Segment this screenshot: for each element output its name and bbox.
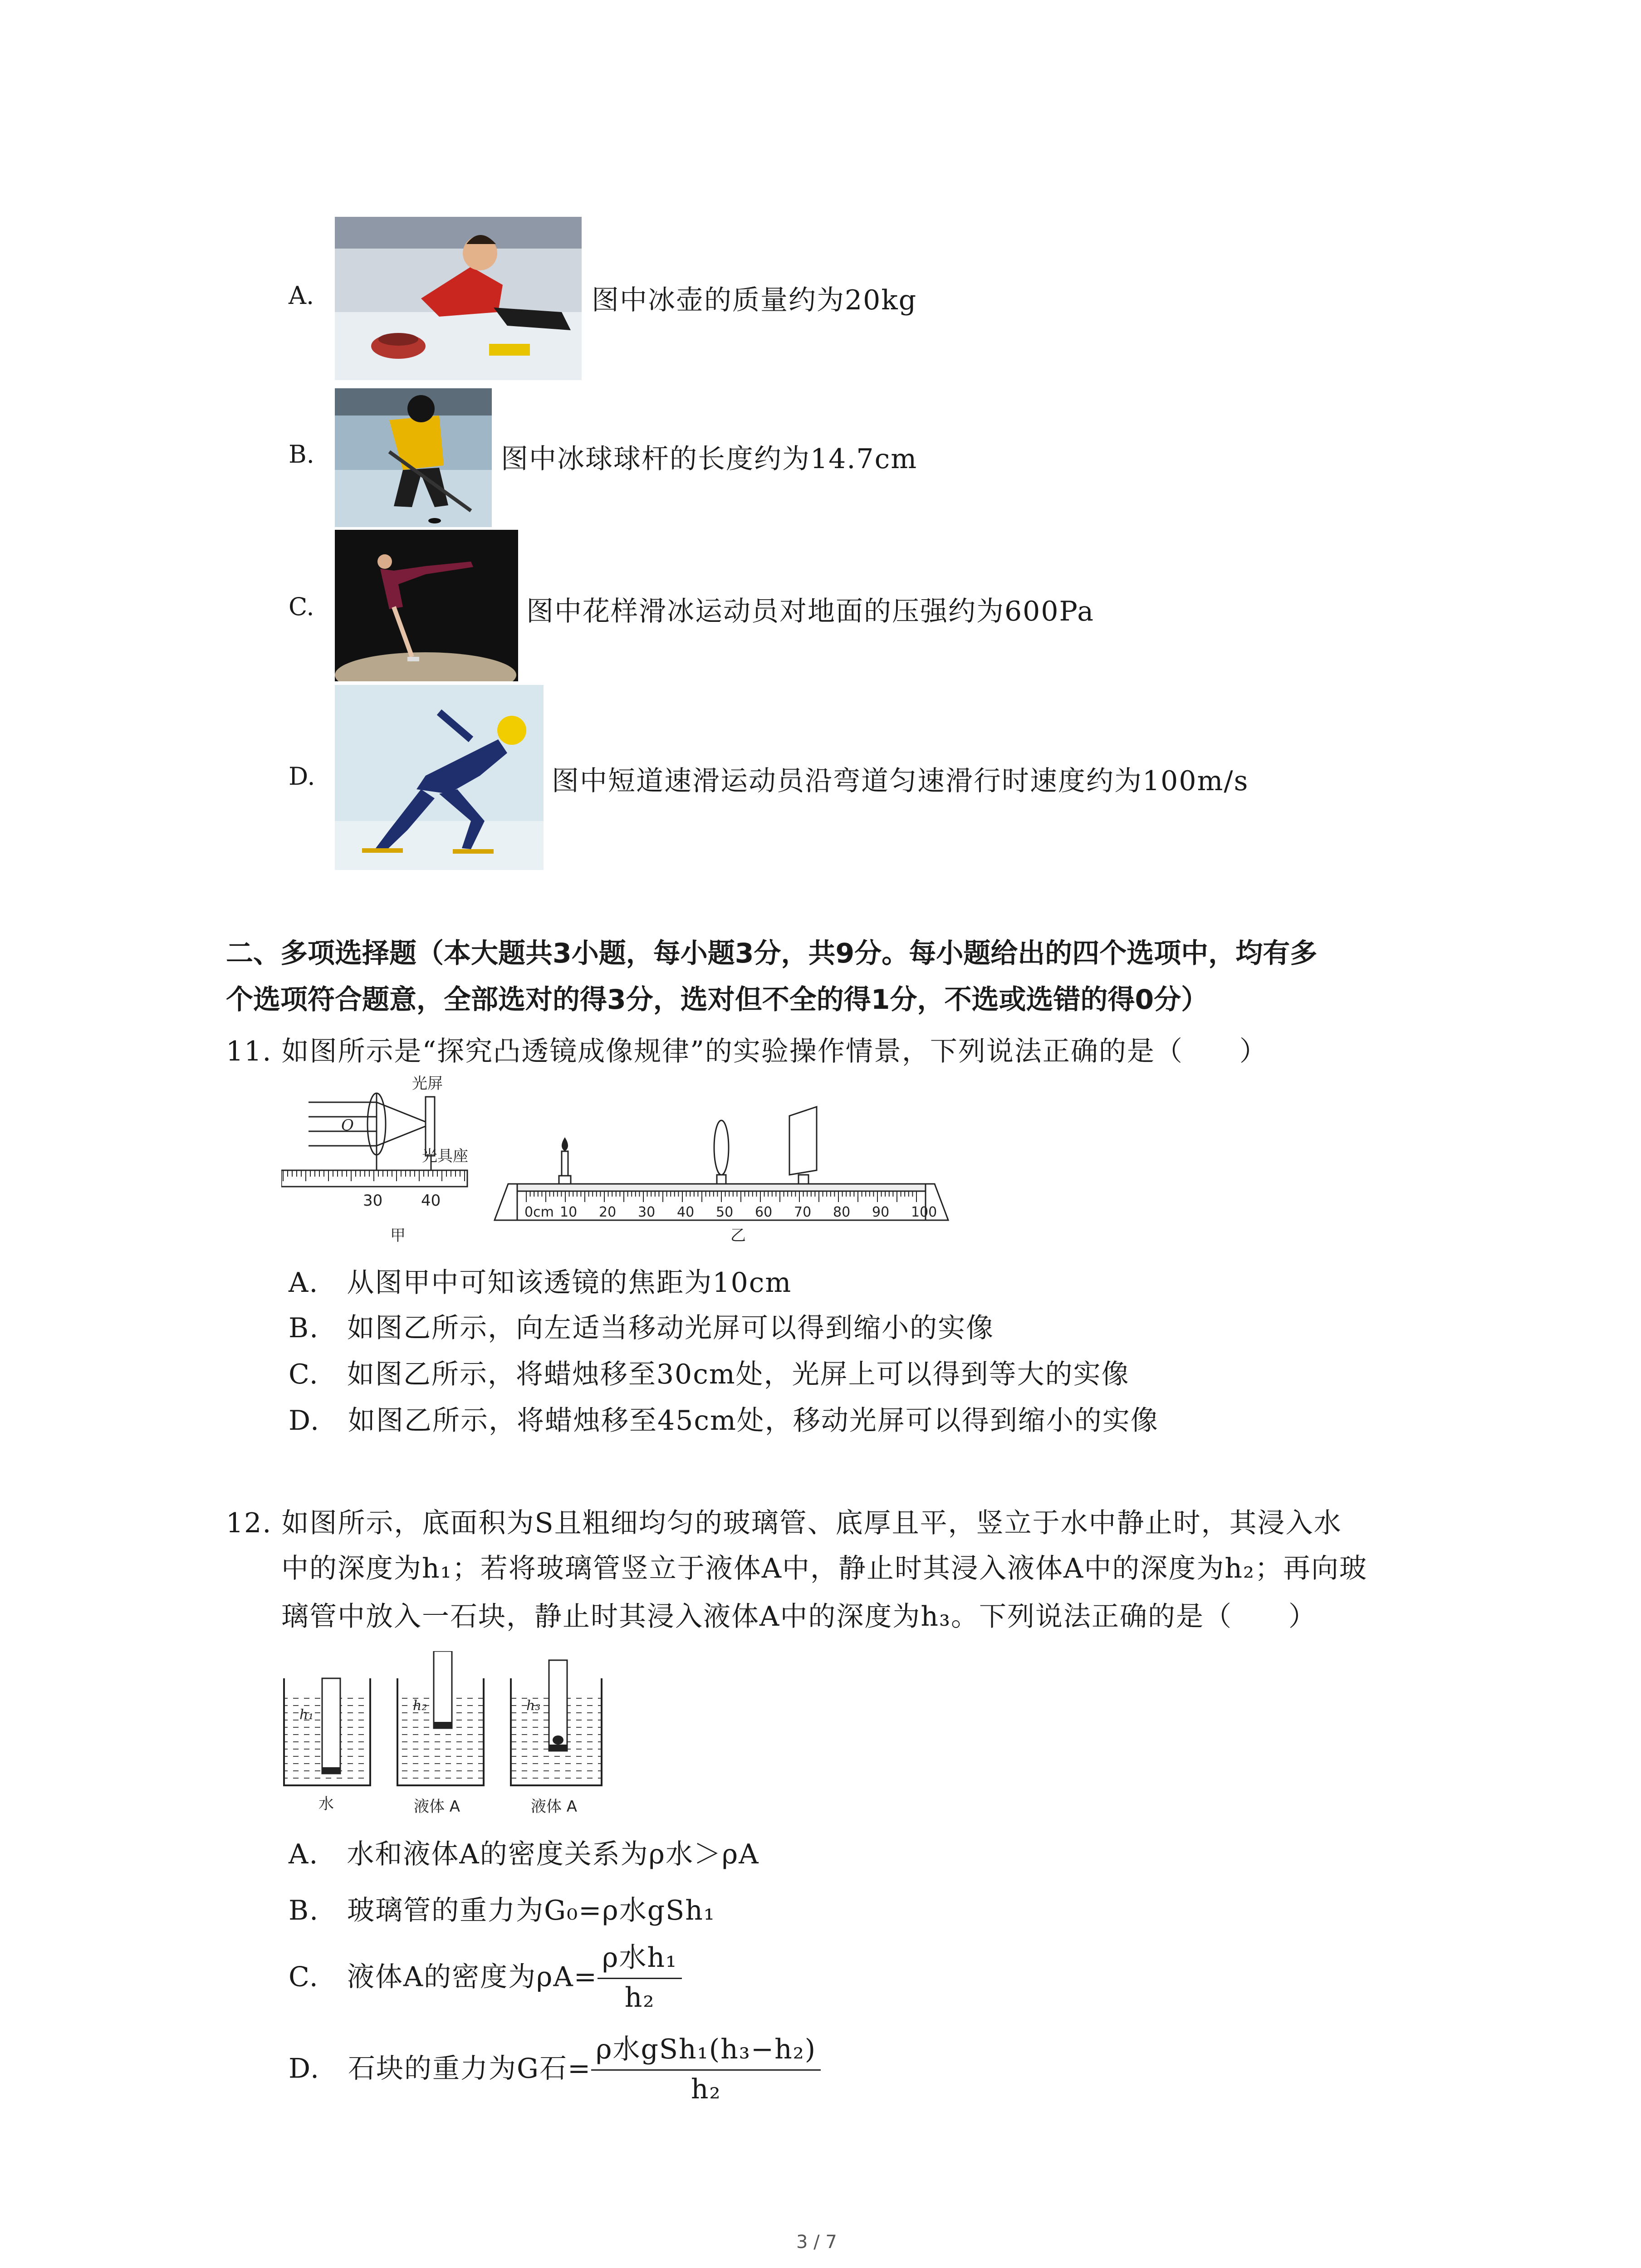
option-letter: A.: [289, 281, 314, 310]
option-c-prefix: C. 液体A的密度为ρA=: [289, 1961, 598, 1993]
ruler-label: 80: [833, 1204, 851, 1220]
q12-option-b: B. 玻璃管的重力为G₀=ρ水gSh₁: [289, 1895, 715, 1926]
ruler-label: 0cm: [524, 1204, 554, 1220]
tick-40: 40: [421, 1192, 441, 1210]
fraction: [591, 2028, 821, 2105]
ruler-label: 50: [716, 1204, 734, 1220]
ruler-label: 60: [755, 1204, 773, 1220]
q11-figure: [281, 1075, 953, 1243]
fraction-denominator: h₂: [691, 2073, 721, 2105]
q12-option-c: [289, 1936, 682, 2014]
section-heading-line2: 个选项符合题意，全部选对的得3分，选对但不全的得1分，不选或选错的得0分）: [226, 984, 1209, 1016]
hockey-photo: [335, 388, 492, 527]
ruler-label: 40: [677, 1204, 695, 1220]
option-letter: B.: [289, 440, 314, 469]
ruler-label: 10: [560, 1204, 578, 1220]
option-d-prefix: D. 石块的重力为G石=: [289, 2053, 592, 2085]
ruler-label: 20: [599, 1204, 617, 1220]
q12-option-a: A. 水和液体A的密度关系为ρ水＞ρA: [289, 1838, 759, 1870]
fraction-denominator: h₂: [624, 1982, 655, 2014]
screen-label: 光屏: [412, 1075, 443, 1093]
label-jia: 甲: [390, 1227, 406, 1243]
o-label: O: [341, 1116, 354, 1134]
speed-skating-photo: [335, 685, 544, 870]
q12-stem-line1: 12. 如图所示，底面积为S且粗细均匀的玻璃管、底厚且平，竖立于水中静止时，其浸入水: [226, 1507, 1342, 1539]
q12-stem-line2: 中的深度为h₁；若将玻璃管竖立于液体A中，静止时其浸入液体A中的深度为h₂；再向玻: [281, 1553, 1368, 1584]
ruler-ticks-yi: [526, 1191, 916, 1202]
curling-photo: [335, 217, 582, 380]
option-text: 图中花样滑冰运动员对地面的压强约为600Pa: [526, 596, 1094, 627]
option-text: 图中冰壶的质量约为20kg: [592, 284, 917, 316]
caption-liquid-a-2: 液体 A: [531, 1798, 578, 1816]
option-text: 图中冰球球杆的长度约为14.7cm: [501, 443, 918, 475]
option-letter: D.: [289, 762, 315, 791]
q11-option-c: C. 如图乙所示，将蜡烛移至30cm处，光屏上可以得到等大的实像: [289, 1359, 1130, 1390]
figure-yi: [495, 1107, 948, 1220]
h3-label: h₃: [526, 1698, 541, 1714]
h1-label: h₁: [299, 1707, 314, 1723]
fraction: [598, 1936, 682, 2014]
q11-option-a: A. 从图甲中可知该透镜的焦距为10cm: [289, 1267, 792, 1299]
figure-skating-photo: [335, 530, 518, 681]
glass-tube-diagram: [281, 1651, 608, 1823]
q11-stem: 11. 如图所示是“探究凸透镜成像规律”的实验操作情景，下列说法正确的是（ ）: [226, 1036, 1268, 1067]
ruler-label: 100: [911, 1204, 937, 1220]
q12-option-d: [289, 2028, 821, 2105]
ruler-label: 90: [872, 1204, 890, 1220]
section-heading-line1: 二、多项选择题（本大题共3小题，每小题3分，共9分。每小题给出的四个选项中，均有多: [226, 938, 1318, 969]
q11-option-d: D. 如图乙所示，将蜡烛移至45cm处，移动光屏可以得到缩小的实像: [289, 1405, 1159, 1437]
lens-experiment-diagram: [281, 1075, 953, 1243]
ruler-label: 30: [638, 1204, 656, 1220]
q12-stem-line3: 璃管中放入一石块，静止时其浸入液体A中的深度为h₃。下列说法正确的是（ ）: [281, 1601, 1317, 1633]
caption-liquid-a-1: 液体 A: [414, 1798, 460, 1816]
ruler-label: 70: [794, 1204, 812, 1220]
q11-option-b: B. 如图乙所示，向左适当移动光屏可以得到缩小的实像: [289, 1312, 994, 1344]
label-yi: 乙: [730, 1227, 746, 1243]
page-number: 3 / 7: [796, 2232, 837, 2253]
option-text: 图中短道速滑运动员沿弯道匀速滑行时速度约为100m/s: [552, 765, 1249, 797]
fraction-numerator: ρ水gSh₁(h₃−h₂): [591, 2028, 821, 2071]
option-letter: C.: [289, 592, 314, 621]
caption-water: 水: [318, 1795, 334, 1813]
fraction-numerator: ρ水h₁: [598, 1936, 682, 1979]
q12-figure: [281, 1651, 608, 1823]
h2-label: h₂: [413, 1698, 427, 1714]
bench-label: 光具座: [422, 1147, 468, 1165]
tick-30: 30: [363, 1192, 383, 1210]
